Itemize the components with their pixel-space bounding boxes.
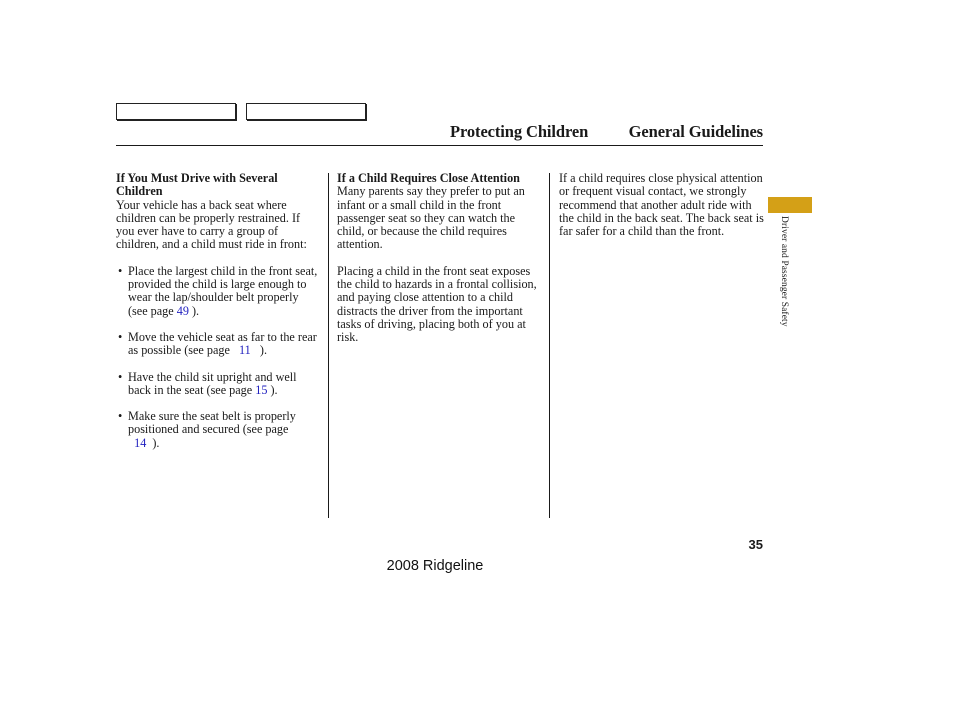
table-of-contents-button[interactable] xyxy=(246,103,366,120)
list-item: • Move the vehicle seat as far to the rear as possible (see page 11 ). xyxy=(118,329,317,358)
column-2 xyxy=(337,172,543,358)
page-link-11[interactable]: 11 xyxy=(239,343,251,358)
column-1-heading: If You Must Drive with Several Children xyxy=(116,171,278,199)
footer-model-name: 2008 Ridgeline xyxy=(386,558,484,574)
main-menu-button[interactable] xyxy=(116,103,236,120)
column-2-heading: If a Child Requires Close Attention xyxy=(337,171,520,185)
column-3 xyxy=(559,172,765,251)
section-tab[interactable] xyxy=(768,197,812,213)
page-link-49[interactable]: 49 xyxy=(176,303,189,318)
bullet-icon: • xyxy=(118,329,123,344)
list-item: • Make sure the seat belt is properly positioned and secured (see page 14 ). xyxy=(118,409,296,450)
column-1 xyxy=(116,172,321,463)
column-1-intro: Your vehicle has a back seat where children can be properly restrained. If you ever have to carry a group of children, and a child must ride in front: xyxy=(116,197,307,252)
section-title: Protecting Children xyxy=(450,122,589,141)
page-header xyxy=(116,121,763,146)
page-number: 35 xyxy=(748,537,763,552)
bullet-icon: • xyxy=(118,263,123,278)
column-divider xyxy=(549,173,550,518)
column-divider xyxy=(328,173,329,518)
column-2-paragraph-1: Many parents say they prefer to put an infant or a small child in the front passenger seat so they can watch the child, or because the child requires attention. xyxy=(337,184,525,252)
bullet-icon: • xyxy=(118,409,123,424)
list-item: • Place the largest child in the front seat, provided the child is large enough to wear the lap/shoulder belt properly (see page 49 ). xyxy=(118,263,318,318)
section-tab-label: Driver and Passenger Safety xyxy=(779,216,789,327)
column-3-paragraph-1: If a child requires close physical attention or frequent visual contact, we strongly recommend that another adult ride with the child in the back seat. The back seat is far safer for a child than the front. xyxy=(559,171,764,239)
subsection-title: General Guidelines xyxy=(628,122,763,141)
list-item: • Have the child sit upright and well back in the seat (see page 15 ). xyxy=(118,369,297,397)
page-link-14[interactable]: 14 xyxy=(134,435,147,450)
page-link-15[interactable]: 15 xyxy=(255,382,268,397)
bullet-icon: • xyxy=(118,369,123,384)
bullet-list xyxy=(116,265,321,450)
column-2-paragraph-2: Placing a child in the front seat exposes the child to hazards in a frontal collision, and paying close attention to a child distracts the driver from the important tasks of driving, placing both of you at risk. xyxy=(337,263,537,345)
